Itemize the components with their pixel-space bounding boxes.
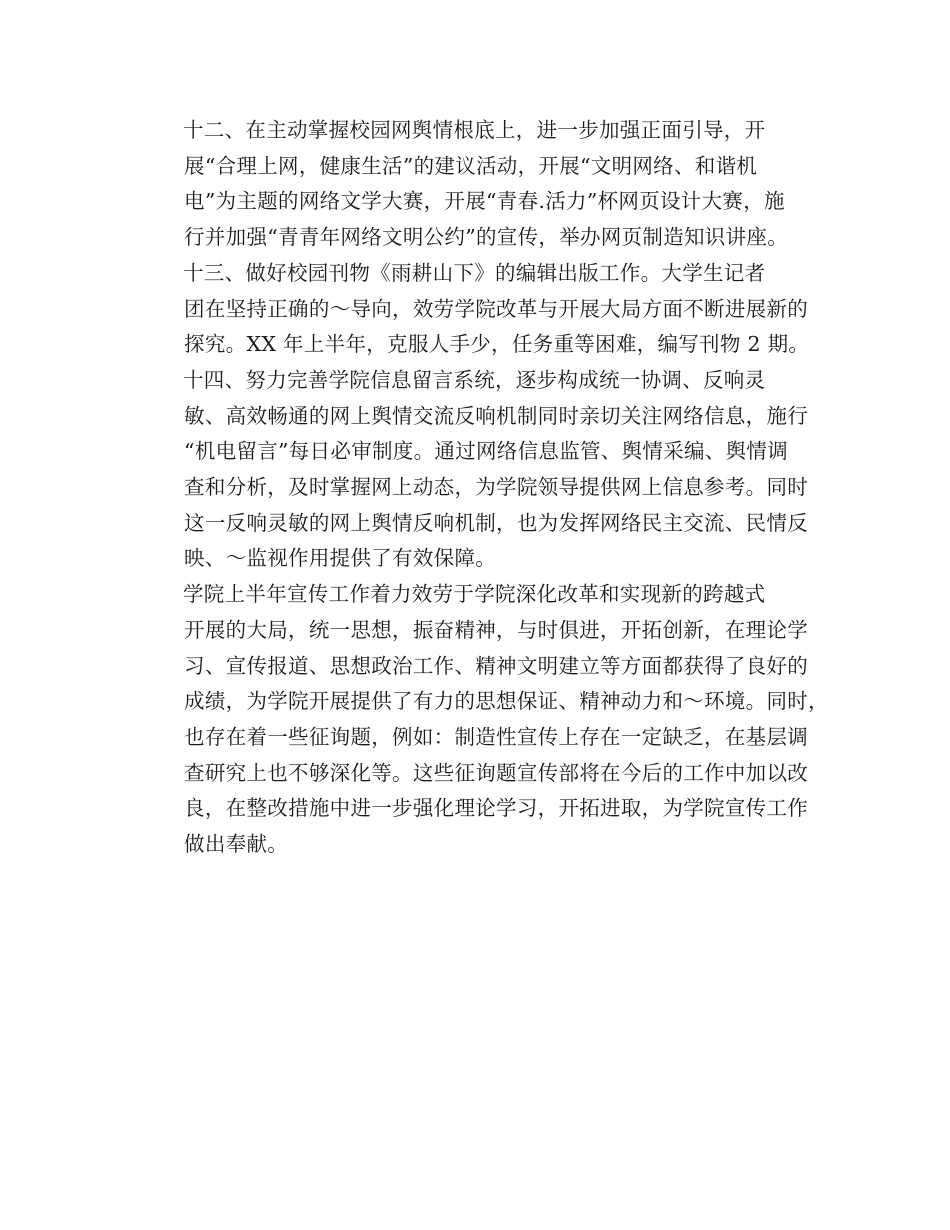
text-line: 成绩，为学院开展提供了有力的思想保证、精神动力和～环境。同时，: [184, 689, 829, 714]
text-line: 电”为主题的网络文学大赛，开展“青春.活力”杯网页设计大赛，施: [184, 189, 785, 214]
text-line: 十三、做好校园刊物《雨耕山下》的编辑出版工作。大学生记者: [183, 260, 766, 285]
text-line: 探究。XX 年上半年，克服人手少，任务重等困难，编写刊物 2 期。: [184, 332, 810, 357]
text-line: 也存在着一些征询题，例如：制造性宣传上存在一定缺乏，在基层调: [184, 724, 809, 749]
paragraph-thirteen: [141, 256, 821, 363]
document-body: [141, 113, 829, 863]
text-line: 学院上半年宣传工作着力效劳于学院深化改革和实现新的跨越式: [183, 582, 766, 607]
paragraph-twelve: [141, 113, 821, 256]
text-line: 十四、努力完善学院信息留言系统，逐步构成统一协调、反响灵: [183, 367, 766, 392]
text-line: 良，在整改措施中进一步强化理论学习，开拓进取，为学院宣传工作: [184, 796, 809, 821]
text-line: 这一反响灵敏的网上舆情反响机制，也为发挥网络民主交流、民情反: [184, 510, 809, 535]
text-line: “机电留言”每日必审制度。通过网络信息监管、舆情采编、舆情调: [184, 439, 789, 464]
text-line: 映、～监视作用提供了有效保障。: [184, 546, 497, 571]
paragraph-summary: [141, 577, 829, 863]
text-line: 开展的大局，统一思想，振奋精神，与时俱进，开拓创新，在理论学: [184, 617, 809, 642]
text-line: 查研究上也不够深化等。这些征询题宣传部将在今后的工作中加以改: [184, 760, 809, 785]
paragraph-fourteen: [141, 363, 821, 577]
text-line: 敏、高效畅通的网上舆情交流反响机制同时亲切关注网络信息，施行: [184, 403, 809, 428]
text-line: 展“合理上网，健康生活”的建议活动，开展“文明网络、和谐机: [184, 153, 758, 178]
text-line: 十二、在主动掌握校园网舆情根底上，进一步加强正面引导，开: [183, 118, 766, 142]
text-line: 做出奉献。: [184, 832, 289, 857]
text-line: 习、宣传报道、思想政治工作、精神文明建立等方面都获得了良好的: [184, 653, 809, 678]
text-line: 行并加强“青青年网络文明公约”的宣传，举办网页制造知识讲座。: [184, 225, 789, 250]
text-line: 团在坚持正确的～导向，效劳学院改革与开展大局方面不断进展新的: [184, 296, 809, 321]
text-line: 查和分析，及时掌握网上动态，为学院领导提供网上信息参考。同时: [184, 475, 809, 500]
